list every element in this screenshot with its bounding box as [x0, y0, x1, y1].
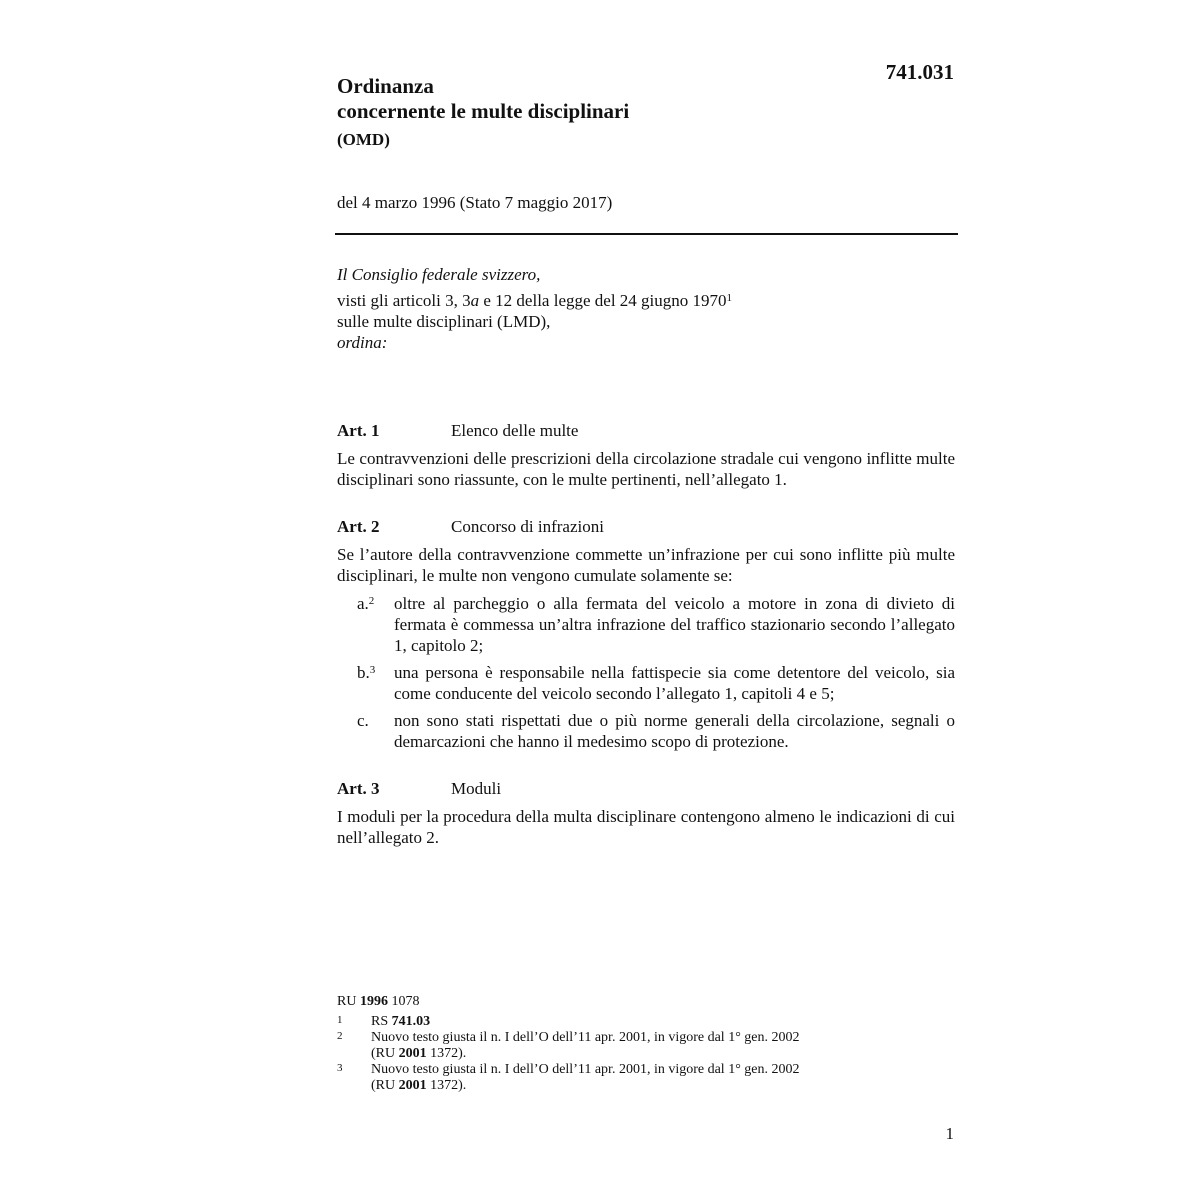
- article-title: Concorso di infrazioni: [451, 517, 604, 536]
- footnote-text: [371, 1062, 877, 1094]
- list-item-text: una persona è responsabile nella fattispecie sia come detentore del veicolo, sia come conducente del veicolo secondo l’allegato 1, capitoli 4 e 5;: [394, 663, 955, 703]
- article-2: [337, 516, 955, 752]
- footnote-number: 2: [337, 1030, 343, 1042]
- article-text: I moduli per la procedura della multa disciplinare contengono almeno le indicazioni di cui nell’allegato 2.: [337, 807, 955, 847]
- footnote-text-bold: 2001: [398, 1078, 427, 1093]
- article-heading: [337, 778, 955, 800]
- footnote-ref[interactable]: 2: [368, 595, 375, 607]
- list-item-text: non sono stati rispettati due o più norme generali della circolazione, segnali o demarcazioni che hanno il medesimo scopo di protezione.: [394, 711, 955, 751]
- sr-number: 741.031: [885, 60, 954, 84]
- footnote-text: [371, 1030, 877, 1062]
- footnote-number: 1: [337, 1014, 343, 1026]
- date-status-line: del 4 marzo 1996 (Stato 7 maggio 2017): [337, 193, 613, 212]
- list-marker: [357, 593, 374, 614]
- header-divider: [335, 233, 958, 235]
- title-line: concernente le multe disciplinari: [337, 99, 630, 123]
- list-marker: [357, 710, 369, 731]
- footnote-text-part: 1372).: [426, 1046, 467, 1061]
- footnote-number: 3: [337, 1062, 343, 1074]
- article-number: Art. 1: [337, 421, 380, 440]
- article-title: Moduli: [451, 779, 502, 798]
- article-title: Elenco delle multe: [451, 421, 579, 440]
- ru-page: 1078: [387, 994, 420, 1009]
- footnote-text-line: [371, 1078, 877, 1094]
- footnote-text-bold: 741.03: [391, 1014, 431, 1029]
- article-text: Se l’autore della contravvenzione commette un’infrazione per cui sono inflitte più multe disciplinari, le multe non vengono cumulate solamente se:: [337, 545, 955, 585]
- list-marker-letter: b.: [357, 663, 370, 682]
- document-title: [337, 74, 629, 151]
- footnote-3: [337, 1062, 877, 1094]
- preamble-ordains: ordina:: [337, 333, 388, 352]
- footnote-2: [337, 1030, 877, 1062]
- footnote-text-part: (RU: [371, 1078, 399, 1093]
- footnote-text-part: RS: [371, 1014, 392, 1029]
- article-heading: [337, 420, 955, 442]
- article-1: [337, 420, 955, 490]
- footnote-text-bold: 2001: [398, 1046, 427, 1061]
- list-marker: [357, 662, 375, 683]
- preamble-authority: Il Consiglio federale svizzero,: [337, 265, 541, 284]
- list-item-c: [337, 710, 955, 752]
- title-abbreviation: (OMD): [337, 130, 390, 149]
- list-marker-letter: a.: [357, 594, 369, 613]
- footnote-text: [371, 1014, 877, 1030]
- legal-basis-text: e 12 della legge del 24 giugno 1970: [479, 291, 727, 310]
- list-item-b: [337, 662, 955, 704]
- list-item-a: [337, 593, 955, 656]
- legal-basis-italic: a: [470, 291, 480, 310]
- footnotes: [337, 994, 877, 1094]
- footnote-text-line: Nuovo testo giusta il n. I dell’O dell’11 apr. 2001, in vigore dal 1° gen. 2002: [371, 1030, 800, 1045]
- preamble-legal-basis: [337, 290, 732, 311]
- footnote-1: [337, 1014, 877, 1030]
- preamble-legal-basis-line2: sulle multe disciplinari (LMD),: [337, 312, 551, 331]
- preamble: [337, 264, 732, 353]
- official-compilation-ref: [337, 994, 877, 1010]
- list-item-text: oltre al parcheggio o alla fermata del veicolo a motore in zona di divieto di fermata è commessa un’altra infrazione del traffico stazionario secondo l’allegato 1, capitolo 2;: [394, 594, 955, 655]
- article-number: Art. 3: [337, 779, 380, 798]
- footnote-text-part: (RU: [371, 1046, 399, 1061]
- footnote-ref[interactable]: 3: [369, 664, 376, 676]
- list-marker-letter: c.: [357, 711, 369, 730]
- article-number: Art. 2: [337, 517, 380, 536]
- footnote-text-part: 1372).: [426, 1078, 467, 1093]
- article-3: [337, 778, 955, 848]
- page-number: 1: [945, 1124, 954, 1143]
- legal-basis-text: visti gli articoli 3, 3: [337, 291, 471, 310]
- ru-year: 1996: [359, 994, 388, 1009]
- article-text: Le contravvenzioni delle prescrizioni della circolazione stradale cui vengono inflitte multe disciplinari sono riassunte, con le multe pertinenti, nell’allegato 1.: [337, 449, 955, 489]
- ru-prefix: RU: [337, 994, 360, 1009]
- footnote-text-line: [371, 1046, 877, 1062]
- footnote-text-line: Nuovo testo giusta il n. I dell’O dell’11 apr. 2001, in vigore dal 1° gen. 2002: [371, 1062, 800, 1077]
- footnote-ref[interactable]: 1: [726, 292, 733, 304]
- title-line: Ordinanza: [337, 74, 434, 98]
- article-heading: [337, 516, 955, 538]
